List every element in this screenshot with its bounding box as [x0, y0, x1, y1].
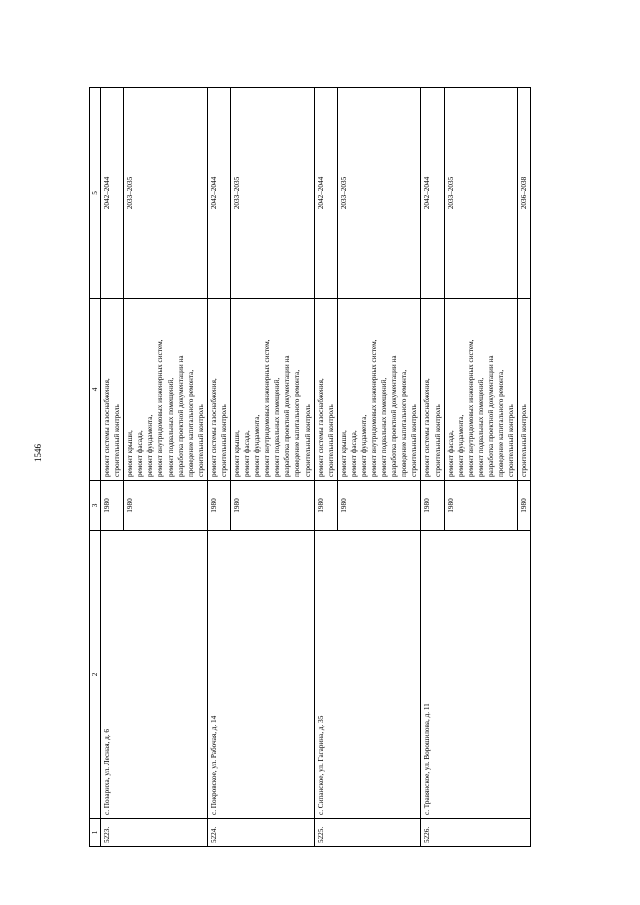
build-year-cell: 1980: [337, 481, 421, 531]
build-year-cell: 1980: [101, 481, 124, 531]
work-item: ремонт крыши,: [339, 430, 348, 477]
row-number-cell: 5225.: [314, 819, 421, 847]
work-item: ремонт фундамента,: [253, 414, 262, 477]
work-item: ремонт крыши,: [233, 430, 242, 477]
work-item: ремонт крыши,: [126, 430, 135, 477]
work-item: строительный контроль: [303, 404, 312, 477]
repair-period-cell: 2042–2044: [421, 88, 444, 299]
table-header: [90, 88, 101, 847]
work-item: строительный контроль: [326, 404, 335, 477]
work-item: ремонт внутридомовых инженерных систем,: [370, 339, 379, 477]
address-cell: с. Травянское, ул. Ворошилова, д. 11: [421, 531, 531, 819]
rotated-table-container: [89, 88, 600, 847]
work-item: строительный контроль: [219, 404, 228, 477]
page-number: [28, 0, 48, 905]
table-row: [314, 88, 337, 847]
repair-period-cell: 2036–2038: [518, 88, 531, 299]
work-types-cell: [101, 299, 124, 481]
build-year-cell: 1980: [231, 481, 315, 531]
work-types-cell: [444, 299, 518, 481]
build-year-cell: 1980: [421, 481, 444, 531]
work-item: ремонт фасада,: [136, 430, 145, 477]
work-item: ремонт системы газоснабжения,: [423, 378, 432, 477]
column-number-5: 5: [90, 88, 101, 299]
work-item: строительный контроль: [520, 404, 529, 477]
work-item: разработка проектной документации на: [283, 355, 292, 477]
table-row: [207, 88, 230, 847]
work-types-cell: [207, 299, 230, 481]
work-item: разработка проектной документации на: [390, 355, 399, 477]
address-cell: с. Позариха, ул. Лесная, д. 6: [101, 531, 208, 819]
column-number-4: 4: [90, 299, 101, 481]
work-types-cell: [518, 299, 531, 481]
work-item: ремонт фундамента,: [456, 414, 465, 477]
repair-period-cell: 2033–2035: [444, 88, 518, 299]
column-number-2: 2: [90, 531, 101, 819]
work-types-cell: [314, 299, 337, 481]
repair-period-cell: 2042–2044: [207, 88, 230, 299]
row-number-cell: 5223.: [101, 819, 208, 847]
column-number-3: 3: [90, 481, 101, 531]
work-item: разработка проектной документации на: [176, 355, 185, 477]
work-item: проведение капитального ремонта,: [293, 369, 302, 477]
work-item: ремонт подвальных помещений,: [476, 377, 485, 477]
work-types-cell: [421, 299, 444, 481]
repair-period-cell: 2033–2035: [337, 88, 421, 299]
work-types-cell: [231, 299, 315, 481]
work-item: строительный контроль: [113, 404, 122, 477]
rotated-table-frame: [89, 88, 600, 847]
work-item: ремонт внутридомовых инженерных систем,: [263, 339, 272, 477]
work-types-cell: [124, 299, 208, 481]
build-year-cell: 1980: [444, 481, 518, 531]
work-item: ремонт системы газоснабжения,: [209, 378, 218, 477]
address-cell: с. Сипанское, ул. Гагарина, д. 35: [314, 531, 421, 819]
repair-period-cell: 2033–2035: [231, 88, 315, 299]
work-item: ремонт внутридомовых инженерных систем,: [466, 339, 475, 477]
build-year-cell: 1980: [518, 481, 531, 531]
repair-period-cell: 2042–2044: [314, 88, 337, 299]
repair-schedule-table: [89, 87, 531, 847]
work-item: ремонт системы газоснабжения,: [103, 378, 112, 477]
build-year-cell: 1980: [207, 481, 230, 531]
work-item: строительный контроль: [507, 404, 516, 477]
page-number-text: 1546: [33, 443, 43, 462]
work-item: ремонт подвальных помещений,: [380, 377, 389, 477]
work-item: разработка проектной документации на: [486, 355, 495, 477]
work-types-cell: [337, 299, 421, 481]
repair-period-cell: 2042–2044: [101, 88, 124, 299]
table-body: [101, 88, 531, 847]
build-year-cell: 1980: [124, 481, 208, 531]
work-item: ремонт фасада,: [349, 430, 358, 477]
work-item: ремонт системы газоснабжения,: [316, 378, 325, 477]
column-number-1: 1: [90, 819, 101, 847]
work-item: ремонт подвальных помещений,: [273, 377, 282, 477]
work-item: ремонт внутридомовых инженерных систем,: [156, 339, 165, 477]
column-number-row: [90, 88, 101, 847]
work-item: строительный контроль: [433, 404, 442, 477]
table-row: [101, 88, 124, 847]
build-year-cell: 1980: [314, 481, 337, 531]
repair-period-cell: 2033–2035: [124, 88, 208, 299]
work-item: ремонт фундамента,: [359, 414, 368, 477]
table-row: [421, 88, 444, 847]
work-item: строительный контроль: [410, 404, 419, 477]
work-item: ремонт подвальных помещений,: [166, 377, 175, 477]
work-item: ремонт фундамента,: [146, 414, 155, 477]
work-item: проведение капитального ремонта,: [186, 369, 195, 477]
work-item: ремонт фасада,: [243, 430, 252, 477]
row-number-cell: 5226.: [421, 819, 531, 847]
work-item: ремонт фасада,: [446, 430, 455, 477]
work-item: проведение капитального ремонта,: [496, 369, 505, 477]
work-item: строительный контроль: [196, 404, 205, 477]
address-cell: с. Покровское, ул. Рабочая, д. 14: [207, 531, 314, 819]
work-item: проведение капитального ремонта,: [400, 369, 409, 477]
row-number-cell: 5224.: [207, 819, 314, 847]
